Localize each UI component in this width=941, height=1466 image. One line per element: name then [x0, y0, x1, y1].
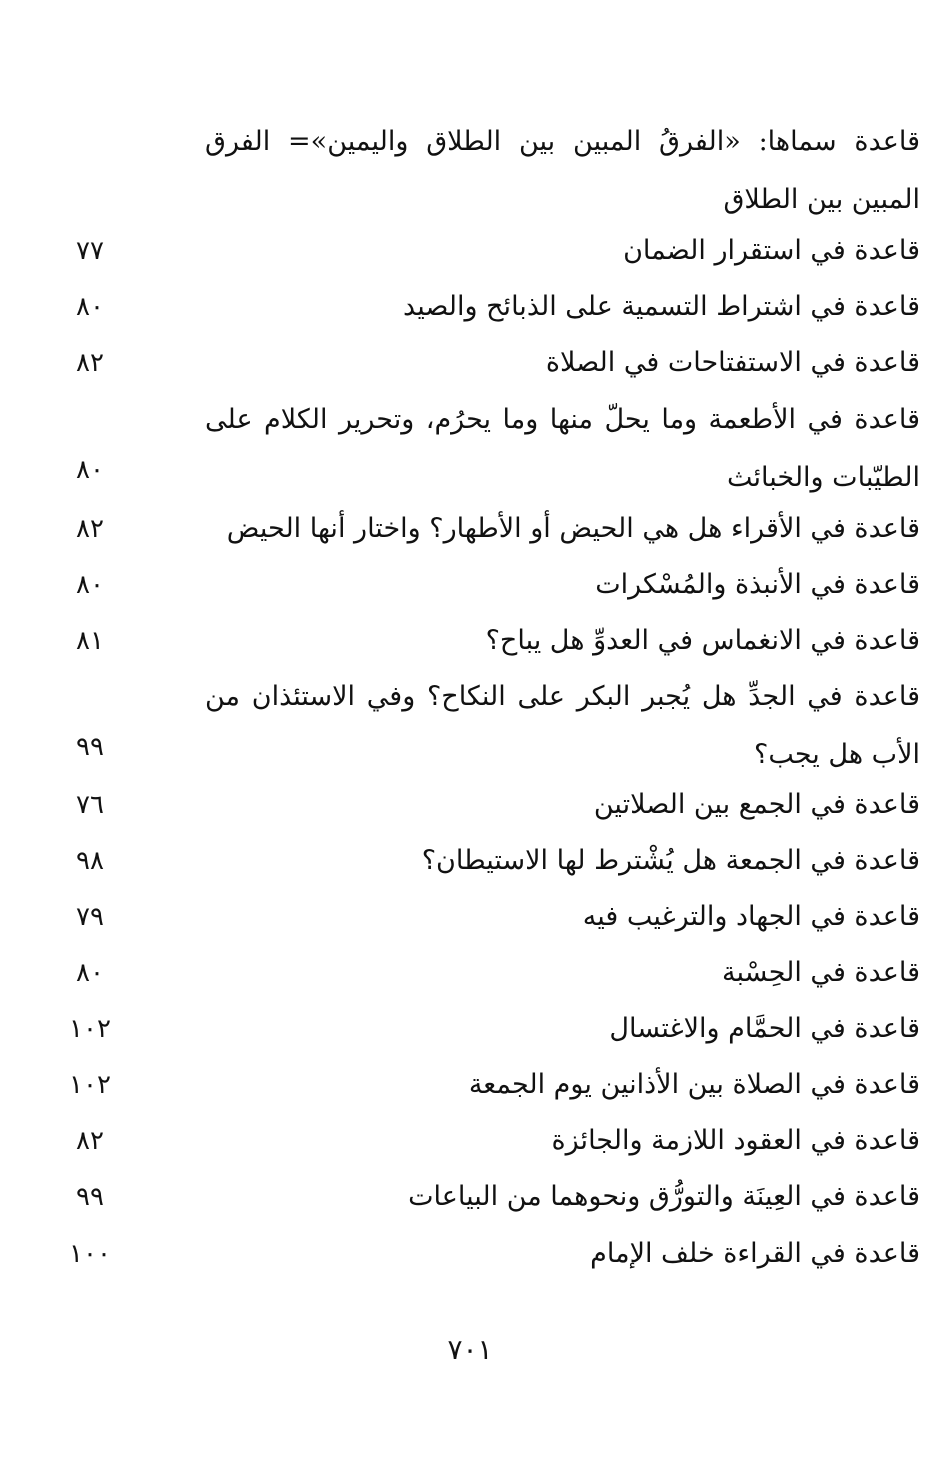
index-entry [60, 1056, 920, 1114]
entry-title: قاعدة في الصلاة بين الأذانين يوم الجمعة [468, 1069, 920, 1100]
index-entry [60, 832, 920, 890]
index-entry [60, 222, 920, 280]
entry-page-number: ٨٢ [76, 1126, 104, 1156]
entry-page-number: ٧٩ [76, 902, 104, 932]
index-entry [60, 113, 920, 229]
index-entry [60, 278, 920, 336]
index-entry [60, 391, 920, 507]
entry-title: قاعدة سماها: «الفرقُ المبين بين الطلاق واليمين»= الفرق المبين بين الطلاق [205, 126, 920, 215]
entry-page-number: ٧٧ [76, 236, 104, 266]
entry-page-number: ٨٠ [76, 958, 104, 988]
entry-page-number: ١٠٢ [69, 1070, 111, 1100]
entry-page-number: ١٠٠ [69, 1239, 111, 1269]
entry-title: قاعدة في الجهاد والترغيب فيه [582, 901, 920, 932]
index-entry [60, 1168, 920, 1226]
entry-title: قاعدة في استقرار الضمان [623, 235, 920, 266]
entry-page-number: ٩٩ [76, 1182, 104, 1212]
index-entry [60, 500, 920, 558]
entry-page-number: ٩٩ [76, 732, 104, 762]
index-entry [60, 334, 920, 392]
entry-title: قاعدة في العقود اللازمة والجائزة [551, 1125, 920, 1156]
index-entry [60, 1112, 920, 1170]
entry-title: قاعدة في الأقراء هل هي الحيض أو الأطهار؟ واختار أنها الحيض [226, 513, 920, 544]
entry-title: قاعدة في الانغماس في العدوِّ هل يباح؟ [485, 625, 920, 656]
entry-page-number: ٨١ [76, 626, 104, 656]
entry-page-number: ٨٠ [76, 455, 104, 485]
index-entry [60, 668, 920, 784]
entry-title: قاعدة في العِينَة والتورُّق ونحوهما من البياعات [408, 1181, 920, 1212]
entry-page-number: ٨٠ [76, 570, 104, 600]
entry-title: قاعدة في القراءة خلف الإمام [590, 1238, 920, 1269]
index-entry [60, 556, 920, 614]
index-entry [60, 888, 920, 946]
index-entry [60, 1000, 920, 1058]
entry-page-number: ٨٢ [76, 514, 104, 544]
entry-title: قاعدة في الحمَّام والاغتسال [609, 1013, 920, 1044]
entry-title: قاعدة في الأنبذة والمُسْكرات [595, 569, 920, 600]
index-entry [60, 1225, 920, 1283]
entry-page-number: ٨٠ [76, 292, 104, 322]
entry-title: قاعدة في الحِسْبة [721, 957, 920, 988]
entry-page-number: ٩٨ [76, 846, 104, 876]
entry-title: قاعدة في الجمع بين الصلاتين [593, 789, 920, 820]
entry-page-number: ١٠٢ [69, 1014, 111, 1044]
index-entry [60, 612, 920, 670]
index-entry [60, 944, 920, 1002]
entry-title: قاعدة في الجدِّ هل يُجبر البكر على النكاح؟ وفي الاستئذان من الأب هل يجب؟ [205, 681, 920, 770]
entry-title: قاعدة في الاستفتاحات في الصلاة [545, 347, 920, 378]
entry-title: قاعدة في الجمعة هل يُشْترط لها الاستيطان؟ [421, 845, 920, 876]
page-folio-number: ٧٠١ [447, 1333, 493, 1366]
entry-title: قاعدة في الأطعمة وما يحلّ منها وما يحرُم، وتحرير الكلام على الطيّبات والخبائث [205, 404, 920, 493]
index-entry [60, 776, 920, 834]
entry-title: قاعدة في اشتراط التسمية على الذبائح والصيد [403, 291, 920, 322]
entry-page-number: ٧٦ [76, 790, 104, 820]
entry-page-number: ٨٢ [76, 348, 104, 378]
